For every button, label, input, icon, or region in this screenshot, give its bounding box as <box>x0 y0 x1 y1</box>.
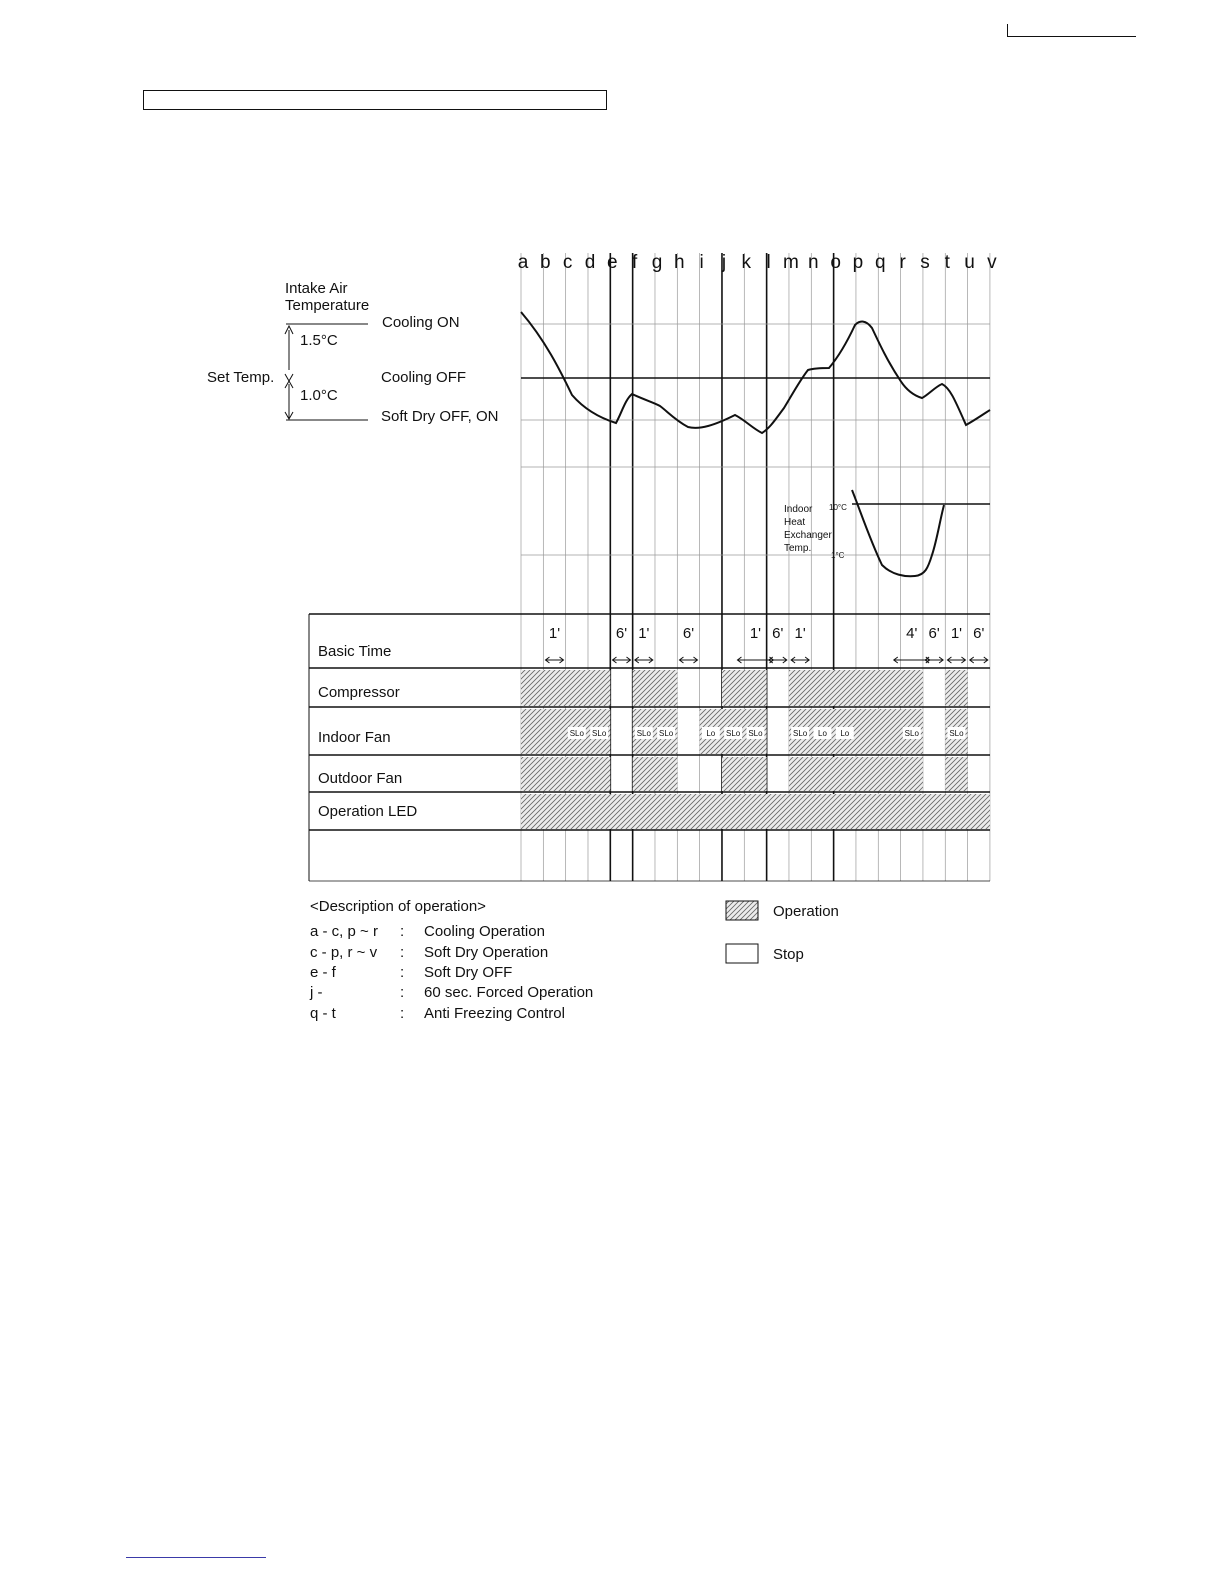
intake-air-temp-curve <box>521 312 990 433</box>
column-letter-b: b <box>540 252 551 273</box>
desc-text: Cooling Operation <box>424 923 545 940</box>
column-letter-q: q <box>874 252 886 273</box>
hex-upper-value: 10°C <box>829 503 847 512</box>
fan-speed-tag: SLo <box>949 729 964 738</box>
desc-text: 60 sec. Forced Operation <box>424 984 594 1001</box>
fan-speed-tag: SLo <box>659 729 674 738</box>
column-letter-d: d <box>584 252 596 273</box>
column-letter-t: t <box>944 252 950 273</box>
basic-time-label: 1' <box>749 625 762 642</box>
operation-bar-outdoor <box>633 757 678 791</box>
fan-speed-tag: Lo <box>818 729 827 738</box>
fan-speed-tag: Lo <box>706 729 716 738</box>
column-letter-i: i <box>699 252 704 273</box>
delta-lower-label: 1.0°C <box>300 387 338 404</box>
hex-label-4: Temp. <box>784 543 812 554</box>
column-letter-u: u <box>964 252 975 273</box>
hex-label-3: Exchanger <box>784 530 832 541</box>
hex-label-1: Indoor <box>784 504 813 515</box>
column-letter-h: h <box>674 252 685 273</box>
column-letter-e: e <box>607 252 618 273</box>
basic-time-label: 6' <box>973 625 985 642</box>
desc-text: Soft Dry Operation <box>424 944 549 961</box>
legend-operation-label: Operation <box>773 903 839 920</box>
column-letter-g: g <box>651 252 663 273</box>
operation-bar-outdoor <box>789 757 923 791</box>
column-letter-c: c <box>562 252 573 273</box>
column-letter-r: r <box>899 252 906 273</box>
legend-operation-swatch <box>726 901 758 920</box>
row-label-outdoor-fan: Outdoor Fan <box>318 770 403 787</box>
desc-separator: : <box>400 944 405 961</box>
basic-time-label: 6' <box>772 625 784 642</box>
fan-speed-tag: SLo <box>748 729 763 738</box>
desc-separator: : <box>400 1005 405 1022</box>
desc-separator: : <box>400 923 405 940</box>
set-temp-label: Set Temp. <box>207 369 275 386</box>
fan-speed-tag: SLo <box>904 729 919 738</box>
desc-separator: : <box>400 984 405 1001</box>
legend-stop-swatch <box>726 944 758 963</box>
temperature-label: Temperature <box>285 297 370 314</box>
basic-time-label: 6' <box>928 625 940 642</box>
desc-text: Soft Dry OFF <box>424 964 513 981</box>
basic-time-label: 6' <box>682 625 695 642</box>
fan-speed-tag: SLo <box>636 729 651 738</box>
fan-speed-tag: SLo <box>569 729 584 738</box>
legend-stop-label: Stop <box>773 946 804 963</box>
fan-speed-tag: SLo <box>793 729 808 738</box>
desc-separator: : <box>400 964 405 981</box>
fan-speed-tag: SLo <box>726 729 741 738</box>
fan-speed-tag: SLo <box>592 729 607 738</box>
desc-range: c - p, r ~ v <box>310 944 378 961</box>
column-letter-f: f <box>632 252 638 273</box>
column-letter-a: a <box>517 252 529 273</box>
operation-bar-compressor <box>945 670 967 706</box>
operation-bar-compressor <box>722 670 767 706</box>
column-letter-m: m <box>783 252 799 273</box>
operation-bar-outdoor <box>722 757 767 791</box>
cooling-on-label: Cooling ON <box>382 314 460 331</box>
desc-range: j - <box>310 984 323 1001</box>
column-letter-v: v <box>987 252 997 273</box>
hex-lower-value: 1°C <box>831 551 845 560</box>
column-letter-l: l <box>766 252 771 273</box>
heat-exchanger-temp-curve <box>852 490 944 576</box>
footer-rule <box>126 1557 266 1558</box>
description-heading: <Description of operation> <box>310 898 486 915</box>
column-letters <box>518 252 997 273</box>
desc-range: q - t <box>310 1005 336 1022</box>
fan-speed-tag: Lo <box>840 729 850 738</box>
operation-bar-compressor <box>521 670 610 706</box>
row-label-indoor-fan: Indoor Fan <box>318 729 391 746</box>
column-letter-k: k <box>741 252 752 273</box>
basic-time-label: 1' <box>950 625 963 642</box>
operation-bar-outdoor <box>521 757 610 791</box>
operation-bar-compressor <box>789 670 923 706</box>
row-label-compressor: Compressor <box>318 684 400 701</box>
operation-bars <box>521 670 990 829</box>
hex-label-2: Heat <box>784 517 806 528</box>
desc-text: Anti Freezing Control <box>424 1005 565 1022</box>
basic-time-label: 1' <box>794 625 806 642</box>
column-letter-o: o <box>830 252 841 273</box>
delta-upper-label: 1.5°C <box>300 332 338 349</box>
description-list <box>309 923 593 1022</box>
basic-time-label: 1' <box>548 625 561 642</box>
row-label-basic-time: Basic Time <box>318 643 392 660</box>
desc-range: e - f <box>310 964 336 981</box>
column-letter-n: n <box>808 252 819 273</box>
basic-time-label: 6' <box>615 625 628 642</box>
soft-dry-label: Soft Dry OFF, ON <box>381 408 499 425</box>
column-letter-s: s <box>920 252 930 273</box>
cooling-off-label: Cooling OFF <box>381 369 467 386</box>
operation-bar-compressor <box>633 670 678 706</box>
operation-bar-led <box>521 794 990 829</box>
desc-range: a - c, p ~ r <box>310 923 378 940</box>
row-label-operation-led: Operation LED <box>318 803 418 820</box>
column-letter-j: j <box>721 252 727 273</box>
operation-bar-outdoor <box>945 757 967 791</box>
intake-air-label: Intake Air <box>285 280 348 297</box>
basic-time-label: 1' <box>638 625 650 642</box>
basic-time-label: 4' <box>906 625 918 642</box>
column-letter-p: p <box>852 252 864 273</box>
